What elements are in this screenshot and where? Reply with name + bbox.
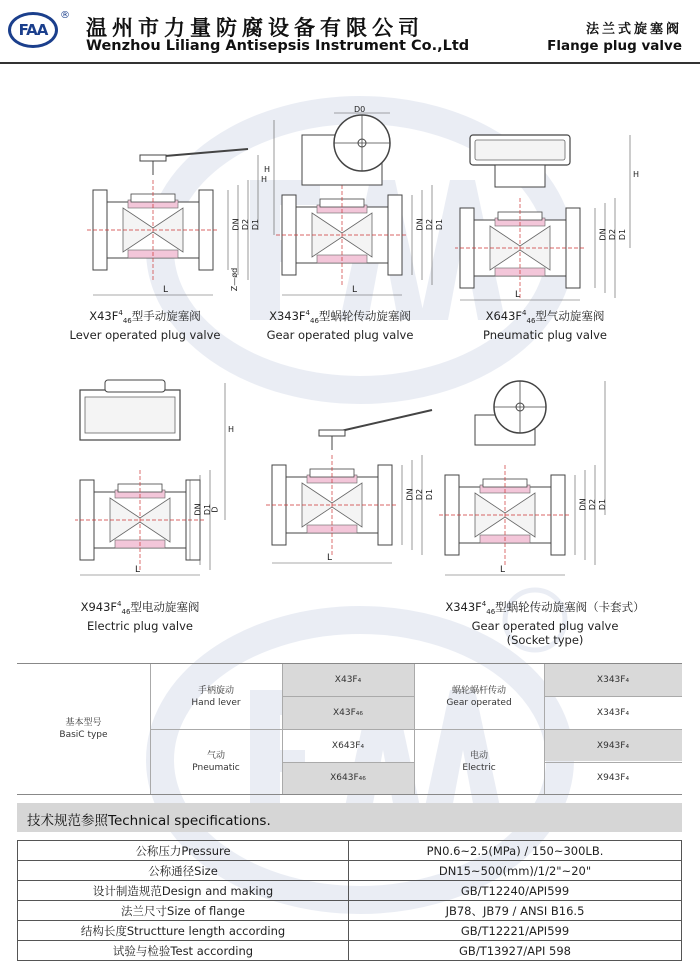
dim-label-h: H (228, 425, 235, 434)
caption-lever-valve (50, 306, 240, 342)
caption-en: Gear operated plug valve (471, 619, 619, 634)
caption-electric-valve (50, 597, 230, 633)
spec-key: 法兰尺寸Size of flange (18, 901, 349, 921)
dim-label-dn: DN (415, 218, 425, 231)
dim-label-d1: D1 (618, 228, 628, 241)
caption-sub: 46 (526, 317, 536, 326)
dim-label-h: H (633, 170, 640, 179)
pneu-en: Pneumatic (192, 762, 240, 773)
model-cell: X643F₄₆ (330, 773, 366, 783)
electric-cell (414, 729, 544, 794)
spec-key: 公称通径Size (18, 861, 349, 881)
caption-en2: (Socket type) (506, 633, 584, 648)
table-row (18, 881, 682, 901)
figure-pneumatic-valve (455, 130, 655, 305)
dim-label-d2: D2 (588, 498, 598, 511)
spec-key: 公称压力Pressure (18, 841, 349, 861)
table-row (18, 901, 682, 921)
tech-spec-title: 技术规范参照Technical specifications. (27, 813, 271, 829)
hand-lever-cell (150, 664, 282, 729)
model-cell: X943F₄ (596, 773, 630, 783)
gear-operated-cell (414, 664, 544, 729)
caption-cn: 型手动旋塞阀 (131, 308, 201, 323)
dim-label-d2: D2 (425, 218, 435, 231)
caption-cn: 型气动旋塞阀 (535, 308, 605, 323)
caption-sub: 46 (122, 317, 132, 326)
figure-lever-valve-alt (262, 405, 437, 570)
caption-cn: 型蜗轮传动旋塞阀（卡套式） (495, 599, 645, 614)
table-row (18, 921, 682, 941)
product-title-en: Flange plug valve (547, 38, 682, 54)
figure-gear-socket-valve (430, 375, 610, 585)
dim-label-dn: DN (405, 488, 415, 501)
dim-label-l: L (327, 553, 333, 563)
table-row (18, 861, 682, 881)
gear-en: Gear operated (446, 697, 512, 708)
figure-lever-valve (78, 135, 271, 305)
elec-cn: 电动 (469, 750, 488, 761)
dim-label-d1: D1 (425, 488, 435, 501)
dim-label-l: L (135, 565, 141, 575)
dim-label-d0: D0 (354, 105, 366, 114)
model-cell: X43F₄ (334, 675, 362, 685)
elec-en: Electric (462, 762, 496, 773)
caption-model: X43F (89, 308, 119, 323)
caption-gear-valve (245, 306, 435, 342)
dim-label-zd: Z—ød (230, 267, 240, 292)
table-row (18, 841, 682, 861)
caption-model: X943F (80, 599, 118, 614)
figure-electric-valve (75, 375, 245, 590)
dim-label-d1: D1 (598, 498, 608, 511)
caption-gear-socket-valve (430, 597, 660, 647)
dim-label-l: L (163, 285, 169, 295)
caption-model: X343F (269, 308, 306, 323)
dim-label-d2: D2 (415, 488, 425, 501)
dim-label-dn: DN (578, 498, 588, 511)
dim-label-d2: D2 (241, 218, 251, 231)
table-row (18, 941, 682, 961)
page-header (0, 0, 700, 62)
spec-key: 设计制造规范Design and making (18, 881, 349, 901)
registered-mark: ® (60, 10, 70, 21)
dim-label-dn: DN (193, 503, 203, 516)
dim-label-dn: DN (231, 218, 241, 231)
hand-en: Hand lever (191, 697, 241, 708)
caption-en: Lever operated plug valve (69, 328, 221, 343)
logo-text: FAA (18, 21, 48, 39)
dim-label-l: L (500, 565, 506, 575)
caption-sup: 4 (481, 600, 487, 608)
spec-value: JB78、JB79 / ANSI B16.5 (349, 901, 682, 921)
basic-type-label (17, 664, 150, 794)
caption-sup: 4 (522, 309, 527, 317)
header-divider (0, 62, 700, 64)
spec-value: GB/T12221/API599 (349, 921, 682, 941)
basic-type-cn: 基本型号 (65, 718, 102, 728)
caption-sup: 4 (305, 309, 310, 317)
caption-en: Electric plug valve (87, 619, 193, 634)
caption-en: Pneumatic plug valve (483, 328, 607, 343)
figure-gear-valve (262, 105, 452, 305)
caption-model: X643F (485, 308, 523, 323)
hand-cn: 手柄旋动 (197, 685, 234, 696)
dim-label-d1: D1 (251, 218, 261, 231)
spec-value: GB/T12240/API599 (349, 881, 682, 901)
dim-label-l: L (515, 290, 521, 300)
dim-label-d1: D1 (435, 218, 445, 231)
caption-sup: 4 (118, 309, 123, 317)
product-title-cn: 法兰式旋塞阀 (585, 22, 682, 37)
dim-label-h: H (264, 165, 271, 174)
tech-spec-table (17, 840, 682, 961)
company-name-cn: 温州市力量防腐设备有限公司 (86, 16, 424, 40)
spec-value: DN15~500(mm)/1/2"~20" (349, 861, 682, 881)
dim-label-h: H (261, 175, 268, 184)
basic-type-en: BasiC type (59, 730, 108, 740)
gear-cn: 蜗轮蜗杆传动 (451, 685, 506, 696)
faa-logo (8, 12, 58, 48)
caption-model: X343F (445, 599, 482, 614)
dim-label-d1: D1 (203, 503, 213, 516)
spec-key: 结构长度Structture length according (18, 921, 349, 941)
pneumatic-cell (150, 729, 282, 794)
caption-sub: 46 (486, 608, 496, 617)
basic-type-table (17, 663, 682, 795)
dim-label-l: L (352, 285, 358, 295)
company-name-en: Wenzhou Liliang Antisepsis Instrument Co.,Ltd (86, 38, 470, 54)
caption-pneumatic-valve (445, 306, 645, 342)
caption-sub: 46 (310, 317, 319, 326)
spec-value: PN0.6~2.5(MPa) / 150~300LB. (349, 841, 682, 861)
caption-en: Gear operated plug valve (266, 328, 414, 343)
model-cell: X343F₄ (596, 707, 630, 718)
model-cell: X43F₄₆ (332, 707, 363, 718)
model-cell: X643F₄ (331, 740, 365, 751)
spec-key: 试验与检验Test according (18, 941, 349, 961)
dim-label-d2: D2 (608, 228, 618, 241)
caption-cn: 型电动旋塞阀 (130, 599, 200, 614)
dim-label-d: D (210, 506, 220, 513)
pneu-cn: 气动 (206, 750, 225, 761)
model-cell: X343F₄ (596, 675, 630, 685)
tech-spec-heading (17, 803, 682, 832)
dim-label-dn: DN (598, 228, 608, 241)
caption-cn: 型蜗轮传动旋塞阀 (318, 308, 411, 323)
spec-value: GB/T13927/API 598 (349, 941, 682, 961)
model-cell: X943F₄ (596, 740, 630, 751)
caption-sub: 46 (121, 608, 131, 617)
caption-sup: 4 (117, 600, 122, 608)
